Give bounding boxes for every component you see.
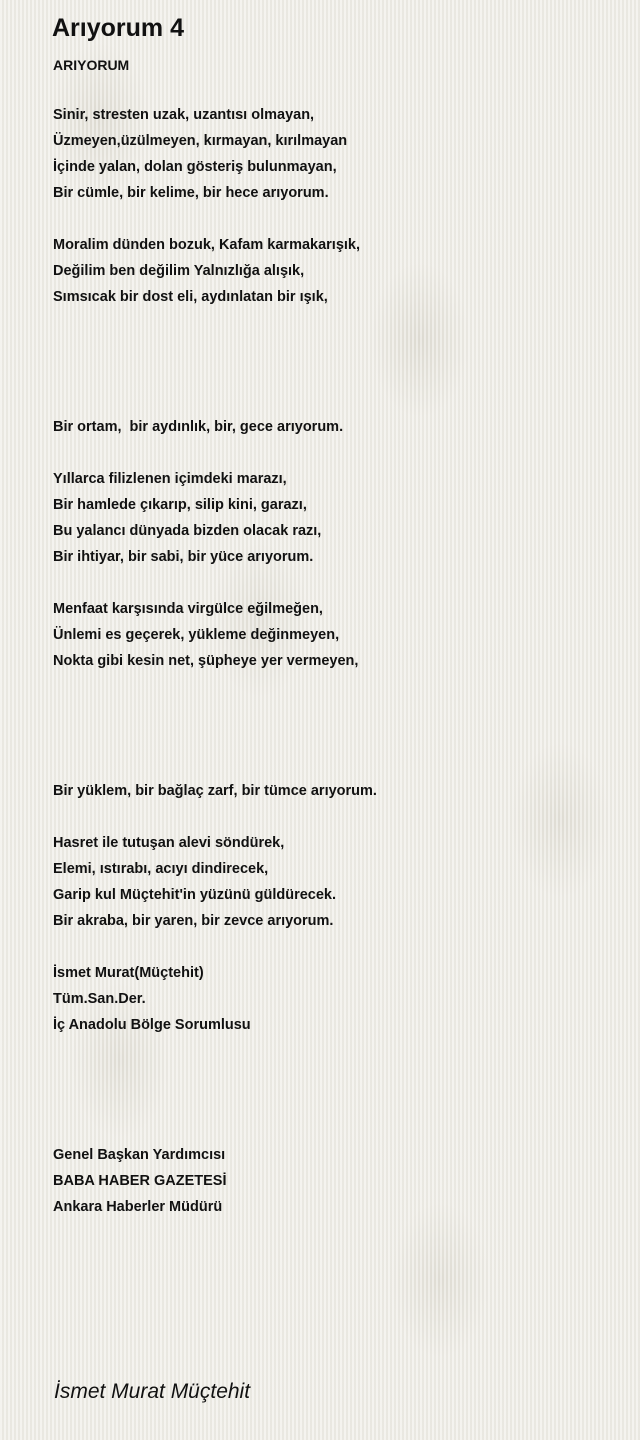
poem-line: Bir akraba, bir yaren, bir zevce arıyorum. [53, 913, 334, 929]
poem-line [53, 804, 613, 830]
poem-line: Değilim ben değilim Yalnızlığa alışık, [53, 263, 305, 279]
poem-line: Hasret ile tutuşan alevi söndürek, [53, 835, 285, 851]
poem-line: Yıllarca filizlenen içimdeki marazı, [53, 471, 287, 487]
poem-line [53, 362, 613, 388]
poem-line: Bir yüklem, bir bağlaç zarf, bir tümce arıyorum. [53, 783, 377, 799]
poem-line: Elemi, ıstırabı, acıyı dindirecek, [53, 861, 269, 877]
poem-line [53, 206, 613, 232]
poem-line [53, 934, 613, 960]
poem-line: Bir ihtiyar, bir sabi, bir yüce arıyorum. [53, 549, 314, 565]
poem-line: Garip kul Müçtehit'in yüzünü güldürecek. [53, 887, 337, 903]
poem-line: Ünlemi es geçerek, yükleme değinmeyen, [53, 627, 340, 643]
poem-line: Bu yalancı dünyada bizden olacak razı, [53, 523, 322, 539]
poem-body [53, 102, 613, 1220]
poem-line [53, 700, 613, 726]
poem-line [53, 1064, 613, 1090]
poem-line: İçinde yalan, dolan gösteriş bulunmayan, [53, 159, 337, 175]
poem-line: Sımsıcak bir dost eli, aydınlatan bir ışık, [53, 289, 328, 305]
poem-line [53, 674, 613, 700]
poem-line [53, 440, 613, 466]
poem-line [53, 1038, 613, 1064]
poem-line [53, 570, 613, 596]
author-credit-newspaper: BABA HABER GAZETESİ [53, 1173, 227, 1189]
poem-line: Bir hamlede çıkarıp, silip kini, garazı, [53, 497, 307, 513]
author-credit-org: Tüm.San.Der. [53, 991, 146, 1007]
poem-line: Nokta gibi kesin net, şüpheye yer vermeyen, [53, 653, 359, 669]
poem-line [53, 726, 613, 752]
poem-line [53, 336, 613, 362]
author-credit-department: Ankara Haberler Müdürü [53, 1199, 223, 1215]
poem-line [53, 388, 613, 414]
poem-line: Menfaat karşısında virgülce eğilmeğen, [53, 601, 323, 617]
poem-title: Arıyorum 4 [52, 14, 184, 42]
author-credit-position: Genel Başkan Yardımcısı [53, 1147, 226, 1163]
author-credit-role: İç Anadolu Bölge Sorumlusu [53, 1017, 251, 1033]
author-credit-name: İsmet Murat(Müçtehit) [53, 965, 204, 981]
poem-line [53, 1090, 613, 1116]
author-signature: İsmet Murat Müçtehit [54, 1380, 251, 1403]
poem-line [53, 1116, 613, 1142]
poem-line [53, 752, 613, 778]
poem-line: Sinir, stresten uzak, uzantısı olmayan, [53, 107, 315, 123]
poem-line: Bir cümle, bir kelime, bir hece arıyorum. [53, 185, 329, 201]
poem-subtitle: ARIYORUM [53, 57, 130, 73]
poem-line: Bir ortam, bir aydınlık, bir, gece arıyorum. [53, 419, 344, 435]
poem-line: Üzmeyen,üzülmeyen, kırmayan, kırılmayan [53, 133, 348, 149]
poem-line [53, 310, 613, 336]
poem-line: Moralim dünden bozuk, Kafam karmakarışık, [53, 237, 361, 253]
